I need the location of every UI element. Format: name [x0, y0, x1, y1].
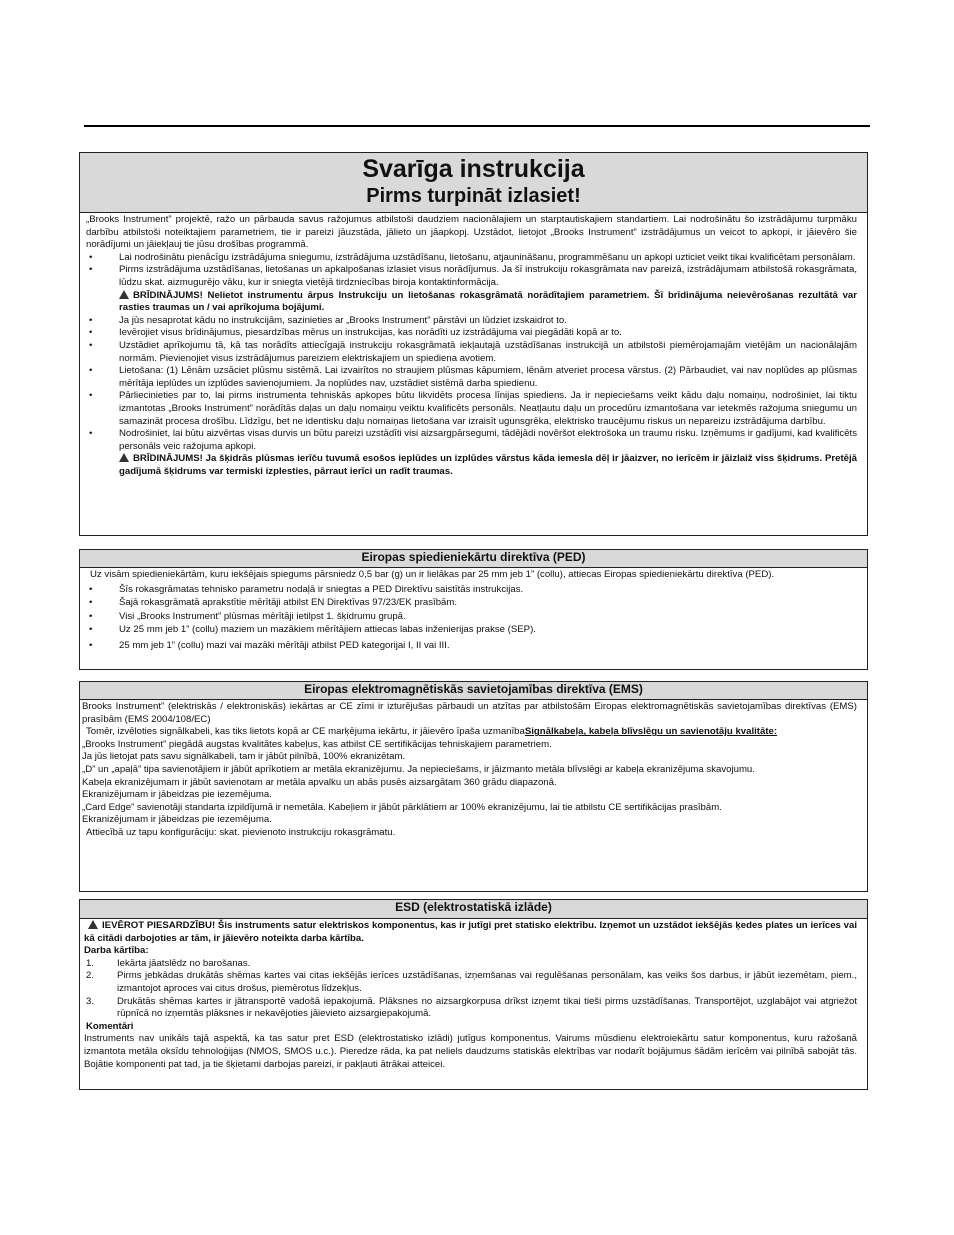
ems-line: Ekranizējumam ir jābeidzas pie iezemējuma.	[82, 789, 272, 801]
esd-box	[79, 899, 868, 1090]
esd-body	[80, 919, 867, 1071]
list-item: • Lai nodrošinātu pienācīgu izstrādājuma sniegumu, izstrādājuma uzstādīšanu, lietošanu, atjaunināšanu, programmēšanu un apkopi uzticiet veikt tikai kvalificētam personālam.	[86, 252, 857, 265]
esd-procedure-label: Darba kārtība:	[84, 945, 149, 957]
esd-steps	[84, 958, 857, 1021]
step-number: 3.	[86, 995, 95, 1007]
list-item: • Šajā rokasgrāmatā aprakstītie mērītāji atbilst EN Direktīvas 97/23/EK prasībām.	[86, 597, 857, 610]
list-item: • Šīs rokasgrāmatas tehnisko parametru nodaļā ir sniegtas a PED Direktīvu saistītās instrukcijas.	[86, 584, 857, 597]
step-number: 1.	[86, 957, 95, 969]
ems-p2	[82, 726, 857, 739]
ped-box	[79, 549, 868, 670]
list-item: • Uz 25 mm jeb 1” (collu) maziem un mazākiem mērītājiem attiecas labas inženierijas prakse (SEP).	[86, 624, 857, 637]
list-item: • Nodrošiniet, lai būtu aizvērtas visas durvis un būtu pareizi uzstādīti visi aizsargpārsegumi, tādējādi novēršot elektrošoka un traumu risku. Izņēmums ir gadījumi, kad kvalificēts personāls veic ražojuma apkopi.	[86, 428, 857, 453]
warning-icon	[88, 920, 98, 929]
ems-body	[80, 700, 867, 840]
important-instructions-box	[79, 152, 868, 536]
list-item: • Lietošana: (1) Lēnām uzsāciet plūsmu sistēmā. Lai izvairītos no straujiem plūsmas kāpumiem, lēnām atveriet procesa vārstus. (2) Pārbaudiet, vai nav noplūdes ap plūsmas mērītāja ieplūdes un izplūdes savienojumiem. Ja noplūdes nav, uzstādiet sistēmā darba spiedienu.	[86, 365, 857, 390]
list-item: • Ievērojiet visus brīdinājumus, piesardzības mērus un instrukcijas, kas norādīti uz izstrādājuma vai piegādāti kopā ar to.	[86, 327, 857, 340]
list-item: • Visi „Brooks Instrument” plūsmas mērītāji ietilpst 1. šķidrumu grupā.	[86, 611, 857, 624]
warning-2	[119, 453, 857, 478]
step-text: Drukātās shēmas kartes ir jātransportē vadošā iepakojumā. Plāksnes no aizsargkorpusa drīkst izņemt tikai tieši pirms uzstādīšanas. Transportējot, uzglabājot vai atgriežot rūpnīcā no izņemtās plāksnes ir nekavējoties jāievieto aizsargiepakojumā.	[117, 995, 857, 1020]
list-item: • 25 mm jeb 1” (collu) mazi vai mazāki mērītāji atbilst PED kategorijai I, II vai III.	[86, 640, 857, 653]
esd-comments-label: Komentāri	[86, 1020, 134, 1032]
list-item	[84, 996, 857, 1021]
list-item	[84, 958, 857, 971]
list-item: • Ja jūs nesaprotat kādu no instrukcijām, sazinieties ar „Brooks Instrument” pārstāvi un lūdziet izskaidrot to.	[86, 315, 857, 328]
step-text: Pirms jebkādas drukātās shēmas kartes vai citas iekšējās ierīces uzstādīšanas, izņemšanas vai regulēšanas personālam, kas veiks šos darbus, ir jābūt iezemētam, piem., izmantojot aproces vai citus drošus, piemērotus līdzekļus.	[117, 970, 857, 994]
ems-line: Ja jūs lietojat pats savu signālkabeli, tam ir jābūt pilnībā, 100% ekranizētam.	[82, 751, 406, 763]
ems-p1: Brooks Instrument” (elektriskās / elektroniskās) iekārtas ar CE zīmi ir izturējušas pārbaudi un atzītas par atbilstošām Eiropas elektromagnētiskās savietojamības direktīvas (EMS) prasībām (EMS 2004/108/EC)	[82, 701, 857, 725]
esd-caution-text: IEVĒROT PIESARDZĪBU! Šis instruments satur elektriskos komponentus, kas ir jutīgi pret statisko elektrību. Izņemot un uzstādot iekšējās ķedes plates un ierīces vai kā citādi darbojoties ar tām, ir jāievēro noteikta darba kārtība.	[84, 920, 857, 944]
esd-caution	[84, 920, 857, 945]
list-item: • Pārliecinieties par to, lai pirms instrumenta tehniskās apkopes būtu likvidēts procesa līnijas spiediens. Ja ir nepieciešams veikt kādu daļu nomaiņu, nodrošiniet, lai tiktu izmantotas „Brooks Instrument” norādītās daļas un daļu nomaiņu veiktu kvalificēts personāls. Neatļautu daļu un procedūru izmantošana var ietekmēs ražojuma sniegumu un samazināt procesa drošību. Līdzīgu, bet ne identisku daļu nomaiņas lietošana var izraisīt ugunsgrēka, elektrisko traucējumu riskus un nepareizu izstrādājuma darbību.	[86, 390, 857, 428]
important-list	[86, 252, 857, 290]
ped-header: Eiropas spiedieniekārtu direktīva (PED)	[80, 550, 867, 568]
ped-intro: Uz visām spiedieniekārtām, kuru iekšējais spiegums pārsniedz 0,5 bar (g) un ir lielākas par 25 mm jeb 1” (collu), attiecas Eiropas spiedieniekārtu direktīva (PED).	[90, 569, 775, 580]
ems-p2-text: Tomēr, izvēloties signālkabeli, kas tiks lietots kopā ar CE marķējuma iekārtu, ir jāievēro īpaša uzmanība	[86, 726, 525, 738]
warning-1	[119, 290, 857, 315]
list-item	[84, 970, 857, 995]
step-text: Iekārta jāatslēdz no barošanas.	[117, 957, 251, 969]
ems-line: Kabeļa ekranizējumam ir jābūt savienotam ar metāla apvalku un abās pusēs aizsargātam 360 grādu diapazonā.	[82, 776, 557, 788]
warning-1-text: BRĪDINĀJUMS! Nelietot instrumentu ārpus Instrukciju un lietošanas rokasgrāmatā norādītajiem parametriem. Šī brīdinājuma neievērošanas rezultātā var rasties traumas un / vai aprīkojuma bojājumi.	[119, 289, 857, 314]
ems-p2-bold: Signālkabeļa, kabeļa blīvslēgu un savienotāju kvalitāte:	[524, 726, 778, 738]
ped-list	[86, 584, 857, 653]
list-item: • Pirms izstrādājuma uzstādīšanas, lietošanas un apkalpošanas izlasiet visus norādījumus. Ja šī instrukciju rokasgrāmata nav pareizā, izstrādājumam atbilstošā rokasgrāmata, lūdzu skat. aizmugurējo vāku, kur ir sniegta vietējā tirdzniecības biroja kontaktinformācija.	[86, 264, 857, 289]
ems-line: Ekranizējumam ir jābeidzas pie iezemējuma.	[82, 814, 272, 826]
important-list-2	[86, 315, 857, 454]
page-title: Svarīga instrukcija	[362, 155, 585, 183]
esd-header: ESD (elektrostatiskā izlāde)	[80, 900, 867, 919]
list-item: • Uzstādiet aprīkojumu tā, kā tas norādīts attiecīgajā instrukciju rokasgrāmatā iekļautajā uzstādīšanas instrukcijā un atbilstoši piemērojamajām vietējām un nacionālajām normām. Pievienojiet visus izstrādājumus pareiziem elektriskajiem un spiediena avotiem.	[86, 340, 857, 365]
ems-header: Eiropas elektromagnētiskās savietojamības direktīva (EMS)	[80, 682, 867, 700]
warning-2-text: BRĪDINĀJUMS! Ja šķidrās plūsmas ierīču tuvumā esošos ieplūdes un izplūdes vārstus kāda iemesla dēļ ir jāaizver, no ierīcēm ir jāizlaiž viss šķidrums. Pretējā gadījumā šķidrums var termiski izplesties, pārraut ierīci un radīt traumas.	[119, 453, 857, 477]
important-intro: „Brooks Instrument” projektē, ražo un pārbauda savus ražojumus atbilstoši daudziem nacionālajiem un starptautiskajiem standartiem. Lai nodrošinātu šo izstrādājumu turpmāku darbību atbilstoši noteiktajiem parametriem, tie ir pareizi jāuzstāda, jālieto un jāapkopj. Uzstādot, lietojot „Brooks Instrument” izstrādājumus un veicot to apkopi, ir jāievēro šie norādījumi un jāiekļauj tie jūsu drošības programmā.	[86, 214, 857, 251]
ems-line: „Card Edge” savienotāji standarta izpildījumā ir nemetāla. Kabeļiem ir jābūt pārklātiem ar 100% ekranizējumu, lai tie atbilstu CE sertifikācijas prasībām.	[82, 801, 722, 813]
top-rule	[84, 125, 870, 127]
ems-line: Attiecībā uz tapu konfigurāciju: skat. pievienoto instrukciju rokasgrāmatu.	[86, 826, 396, 838]
warning-icon	[119, 453, 129, 462]
esd-comments: Instruments nav unikāls tajā aspektā, ka tas satur pret ESD (elektrostatisko izlādi) jutīgus komponentus. Vairums mūsdienu elektroiekārtu satur komponentus, kuru ražošanā izmantota metāla oksīdu tehnoloģijas (NMOS, SMOS u.c.). Pieredze rāda, ka pat neliels daudzums statiskās elektrības var nodarīt bojājumus šādām ierīcēm vai pilnībā sabojāt tās. Bojātie komponenti pat tad, ja tie šķietami darbojas pareizi, ir pakļauti ātrākai atteicei.	[84, 1033, 857, 1070]
ems-box	[79, 681, 868, 892]
step-number: 2.	[86, 970, 95, 982]
important-body	[80, 213, 867, 478]
page-subtitle: Pirms turpināt izlasiet!	[366, 185, 581, 207]
ems-line: „D” un „apaļā” tipa savienotājiem ir jābūt aprīkotiem ar metāla ekranizējumu. Ja nepieciešams, ir jāizmanto metāla blīvslēgi ar kabeļa ekranizējuma skavojumu.	[82, 763, 755, 775]
ems-line: „Brooks Instrument” piegādā augstas kvalitātes kabeļus, kas atbilst CE sertifikācijas tehniskajiem parametriem.	[82, 738, 552, 750]
ped-body	[80, 568, 867, 653]
warning-icon	[119, 290, 129, 299]
important-header	[80, 153, 867, 213]
